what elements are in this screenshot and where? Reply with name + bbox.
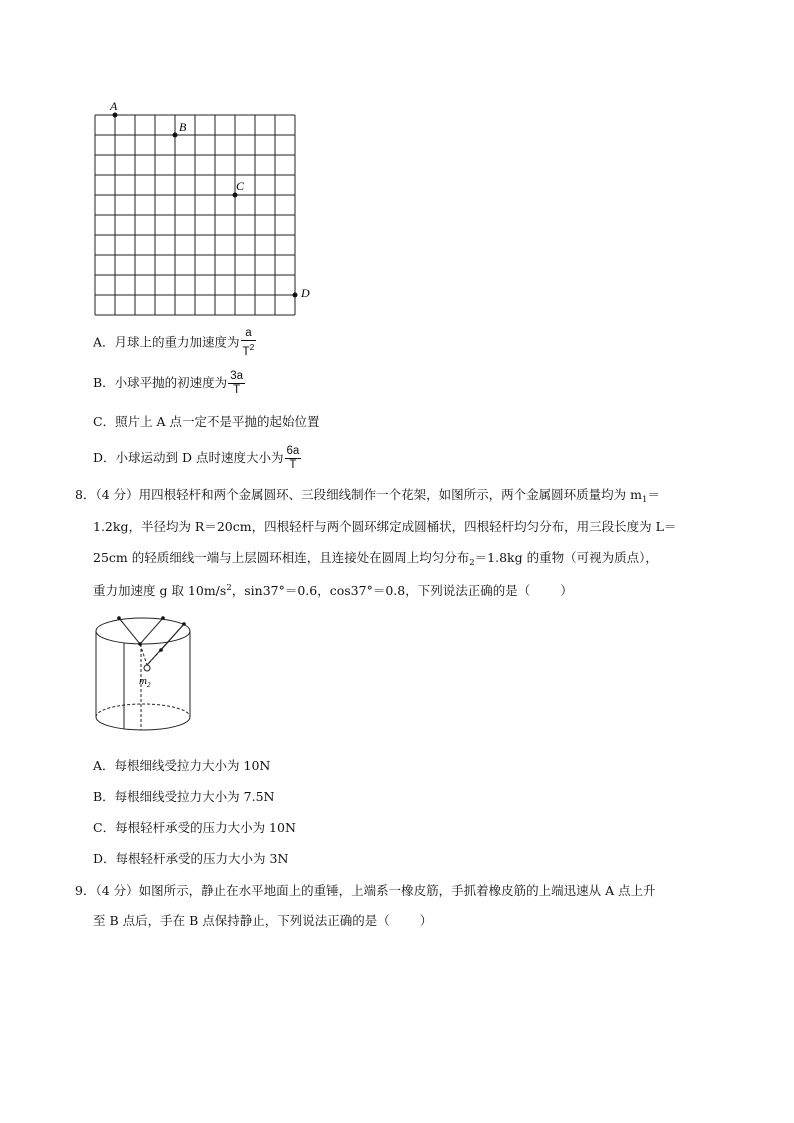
q7-option-d: D．小球运动到 D 点时速度大小为 $\frac{6a}{T}$: [93, 445, 300, 471]
q8-option-a: A．每根细线受拉力大小为 10N: [93, 758, 271, 773]
label-b: B: [179, 120, 187, 134]
q7-option-b: B．小球平抛的初速度为 $\frac{3a}{T}$: [93, 370, 243, 396]
q8-option-b: B．每根细线受拉力大小为 7.5N: [93, 789, 275, 804]
label-a: A: [110, 99, 118, 113]
q8-line-2: 1.2kg，半径均为 R＝20cm，四根轻杆与两个圆环绑定成圆桶状，四根轻杆均匀分布，用三段长度为 L＝: [93, 519, 677, 534]
point-d: [293, 293, 298, 298]
label-d: D: [301, 286, 310, 300]
q9-line-1: 9．（4 分）如图所示，静止在水平地面上的重锤，上端系一橡皮筋，手抓着橡皮筋的上端迅速从 A 点上升: [75, 883, 656, 898]
point-c: [233, 193, 238, 198]
point-a: [113, 113, 118, 118]
q8-option-c: C．每根轻杆承受的压力大小为 10N: [93, 820, 296, 835]
q7-option-c: C．照片上 A 点一定不是平抛的起始位置: [93, 414, 320, 429]
q8-line-1: 8．（4 分）用四根轻杆和两个金属圆环、三段细线制作一个花架，如图所示，两个金属圆环质量均为 $m_1=$: [75, 487, 660, 505]
label-c: C: [236, 179, 245, 193]
q7-grid-figure: [90, 95, 320, 325]
q9-line-2: 至 B 点后，手在 B 点保持静止，下列说法正确的是（ ）: [93, 913, 433, 928]
q8-line-4: 重力加速度 g 取 $10m/s^2$，sin37°＝0.6，cos37°＝0.8，下列说法正确的是（ ）: [93, 583, 573, 598]
q7-option-a: A．月球上的重力加速度为 $\frac{a}{T^2}$: [93, 327, 255, 358]
grid-lines: [95, 115, 295, 315]
point-b: [173, 133, 178, 138]
m2-label: $m_2$: [139, 675, 151, 689]
q8-flower-stand-figure: [88, 610, 198, 745]
q8-option-d: D．每根轻杆承受的压力大小为 3N: [93, 851, 289, 866]
q8-line-3: 25cm 的轻质细线一端与上层圆环相连，且连接处在圆周上均匀分布$_2$＝1.8kg 的重物（可视为质点），: [93, 550, 658, 568]
